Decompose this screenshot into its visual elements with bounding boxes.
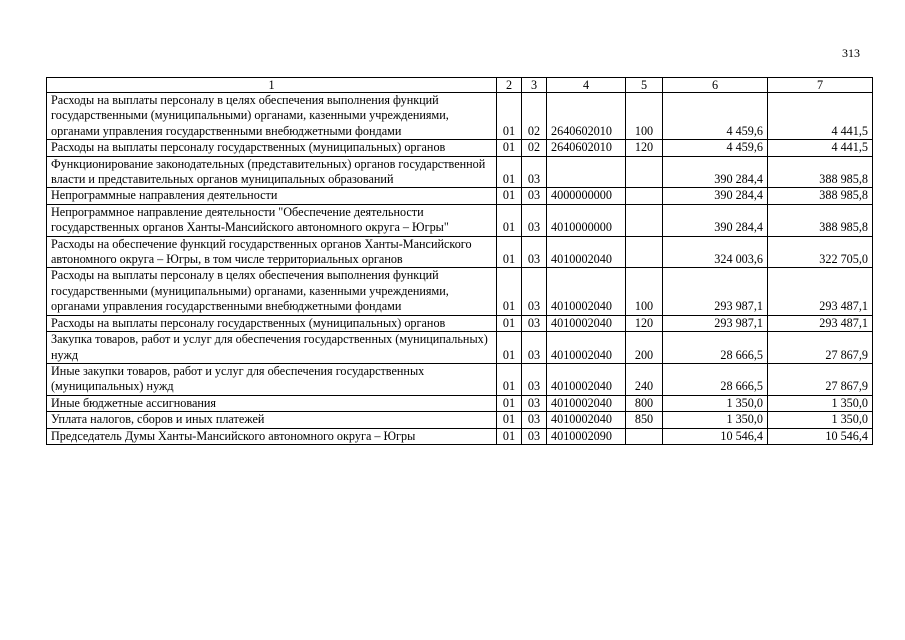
row-section: 01 xyxy=(497,140,522,156)
row-amount-col7: 388 985,8 xyxy=(768,204,873,236)
row-target-article: 2640602010 xyxy=(547,93,626,140)
row-expense-type xyxy=(626,236,663,268)
row-expense-type: 100 xyxy=(626,268,663,315)
header-cell: 1 xyxy=(47,78,497,93)
row-expense-type: 100 xyxy=(626,93,663,140)
table-row xyxy=(47,93,873,140)
row-amount-col7: 388 985,8 xyxy=(768,188,873,204)
row-section: 01 xyxy=(497,412,522,428)
row-target-article: 4010000000 xyxy=(547,204,626,236)
row-amount-col7: 1 350,0 xyxy=(768,412,873,428)
row-target-article: 4010002040 xyxy=(547,332,626,364)
table-row xyxy=(47,140,873,156)
row-subsection: 03 xyxy=(522,268,547,315)
row-target-article: 4010002040 xyxy=(547,412,626,428)
row-subsection: 02 xyxy=(522,93,547,140)
row-amount-col7: 388 985,8 xyxy=(768,156,873,188)
row-description: Председатель Думы Ханты-Мансийского автономного округа – Югры xyxy=(47,428,497,444)
row-amount-col7: 293 487,1 xyxy=(768,268,873,315)
row-target-article: 4010002040 xyxy=(547,236,626,268)
row-target-article: 4000000000 xyxy=(547,188,626,204)
row-description: Расходы на обеспечение функций государственных органов Ханты-Мансийского автономного округа – Югры, в том числе территориальных органов xyxy=(47,236,497,268)
header-cell: 2 xyxy=(497,78,522,93)
row-section: 01 xyxy=(497,268,522,315)
row-description: Расходы на выплаты персоналу государственных (муниципальных) органов xyxy=(47,140,497,156)
table-row xyxy=(47,363,873,395)
row-amount-col6: 28 666,5 xyxy=(663,332,768,364)
row-amount-col7: 27 867,9 xyxy=(768,332,873,364)
row-amount-col6: 390 284,4 xyxy=(663,156,768,188)
table-row xyxy=(47,268,873,315)
row-amount-col6: 390 284,4 xyxy=(663,204,768,236)
row-subsection: 03 xyxy=(522,332,547,364)
row-description: Расходы на выплаты персоналу в целях обеспечения выполнения функций государственными (муниципальными) органами, казенными учреждениями, органами управления государственными внебюджетными фондами xyxy=(47,93,497,140)
header-cell: 6 xyxy=(663,78,768,93)
row-amount-col7: 4 441,5 xyxy=(768,93,873,140)
row-section: 01 xyxy=(497,395,522,411)
row-amount-col6: 4 459,6 xyxy=(663,140,768,156)
row-section: 01 xyxy=(497,156,522,188)
row-description: Закупка товаров, работ и услуг для обеспечения государственных (муниципальных) нужд xyxy=(47,332,497,364)
row-section: 01 xyxy=(497,93,522,140)
row-section: 01 xyxy=(497,236,522,268)
row-amount-col6: 1 350,0 xyxy=(663,395,768,411)
row-target-article: 4010002040 xyxy=(547,363,626,395)
row-description: Функционирование законодательных (представительных) органов государственной власти и представительных органов муниципальных образований xyxy=(47,156,497,188)
table-row xyxy=(47,156,873,188)
row-target-article: 4010002040 xyxy=(547,315,626,331)
row-expense-type: 240 xyxy=(626,363,663,395)
row-section: 01 xyxy=(497,188,522,204)
table-row xyxy=(47,395,873,411)
table-row xyxy=(47,428,873,444)
header-cell: 5 xyxy=(626,78,663,93)
row-expense-type xyxy=(626,204,663,236)
row-section: 01 xyxy=(497,428,522,444)
row-description: Уплата налогов, сборов и иных платежей xyxy=(47,412,497,428)
row-description: Расходы на выплаты персоналу государственных (муниципальных) органов xyxy=(47,315,497,331)
table-row xyxy=(47,204,873,236)
row-amount-col7: 1 350,0 xyxy=(768,395,873,411)
table-row xyxy=(47,332,873,364)
row-expense-type: 120 xyxy=(626,315,663,331)
row-target-article: 4010002090 xyxy=(547,428,626,444)
table-row xyxy=(47,315,873,331)
row-description: Расходы на выплаты персоналу в целях обеспечения выполнения функций государственными (муниципальными) органами, казенными учреждениями, органами управления государственными внебюджетными фондами xyxy=(47,268,497,315)
row-expense-type xyxy=(626,428,663,444)
row-amount-col6: 4 459,6 xyxy=(663,93,768,140)
row-amount-col6: 10 546,4 xyxy=(663,428,768,444)
row-subsection: 03 xyxy=(522,204,547,236)
row-subsection: 03 xyxy=(522,395,547,411)
row-amount-col7: 322 705,0 xyxy=(768,236,873,268)
table-row xyxy=(47,412,873,428)
row-subsection: 03 xyxy=(522,236,547,268)
row-amount-col6: 324 003,6 xyxy=(663,236,768,268)
row-expense-type: 850 xyxy=(626,412,663,428)
row-subsection: 03 xyxy=(522,363,547,395)
header-cell: 4 xyxy=(547,78,626,93)
row-target-article: 4010002040 xyxy=(547,268,626,315)
row-description: Иные бюджетные ассигнования xyxy=(47,395,497,411)
row-section: 01 xyxy=(497,363,522,395)
row-expense-type: 120 xyxy=(626,140,663,156)
table-row xyxy=(47,188,873,204)
row-description: Иные закупки товаров, работ и услуг для обеспечения государственных (муниципальных) нужд xyxy=(47,363,497,395)
row-amount-col7: 27 867,9 xyxy=(768,363,873,395)
table-header-row xyxy=(47,78,873,93)
row-section: 01 xyxy=(497,332,522,364)
row-amount-col6: 28 666,5 xyxy=(663,363,768,395)
row-target-article xyxy=(547,156,626,188)
row-expense-type xyxy=(626,156,663,188)
header-cell: 3 xyxy=(522,78,547,93)
table-row xyxy=(47,236,873,268)
row-section: 01 xyxy=(497,204,522,236)
row-expense-type: 800 xyxy=(626,395,663,411)
row-amount-col6: 293 987,1 xyxy=(663,268,768,315)
row-amount-col7: 4 441,5 xyxy=(768,140,873,156)
row-expense-type xyxy=(626,188,663,204)
row-subsection: 03 xyxy=(522,188,547,204)
row-subsection: 03 xyxy=(522,156,547,188)
row-amount-col7: 10 546,4 xyxy=(768,428,873,444)
budget-table xyxy=(46,77,873,445)
row-amount-col6: 1 350,0 xyxy=(663,412,768,428)
row-subsection: 03 xyxy=(522,412,547,428)
row-description: Непрограммные направления деятельности xyxy=(47,188,497,204)
row-amount-col7: 293 487,1 xyxy=(768,315,873,331)
row-section: 01 xyxy=(497,315,522,331)
table-body xyxy=(47,78,873,445)
row-target-article: 4010002040 xyxy=(547,395,626,411)
row-expense-type: 200 xyxy=(626,332,663,364)
page-number: 313 xyxy=(842,46,860,60)
row-description: Непрограммное направление деятельности "Обеспечение деятельности государственных органов Ханты-Мансийского автономного округа – Югры" xyxy=(47,204,497,236)
row-amount-col6: 293 987,1 xyxy=(663,315,768,331)
row-amount-col6: 390 284,4 xyxy=(663,188,768,204)
header-cell: 7 xyxy=(768,78,873,93)
row-subsection: 03 xyxy=(522,428,547,444)
row-subsection: 02 xyxy=(522,140,547,156)
row-subsection: 03 xyxy=(522,315,547,331)
row-target-article: 2640602010 xyxy=(547,140,626,156)
